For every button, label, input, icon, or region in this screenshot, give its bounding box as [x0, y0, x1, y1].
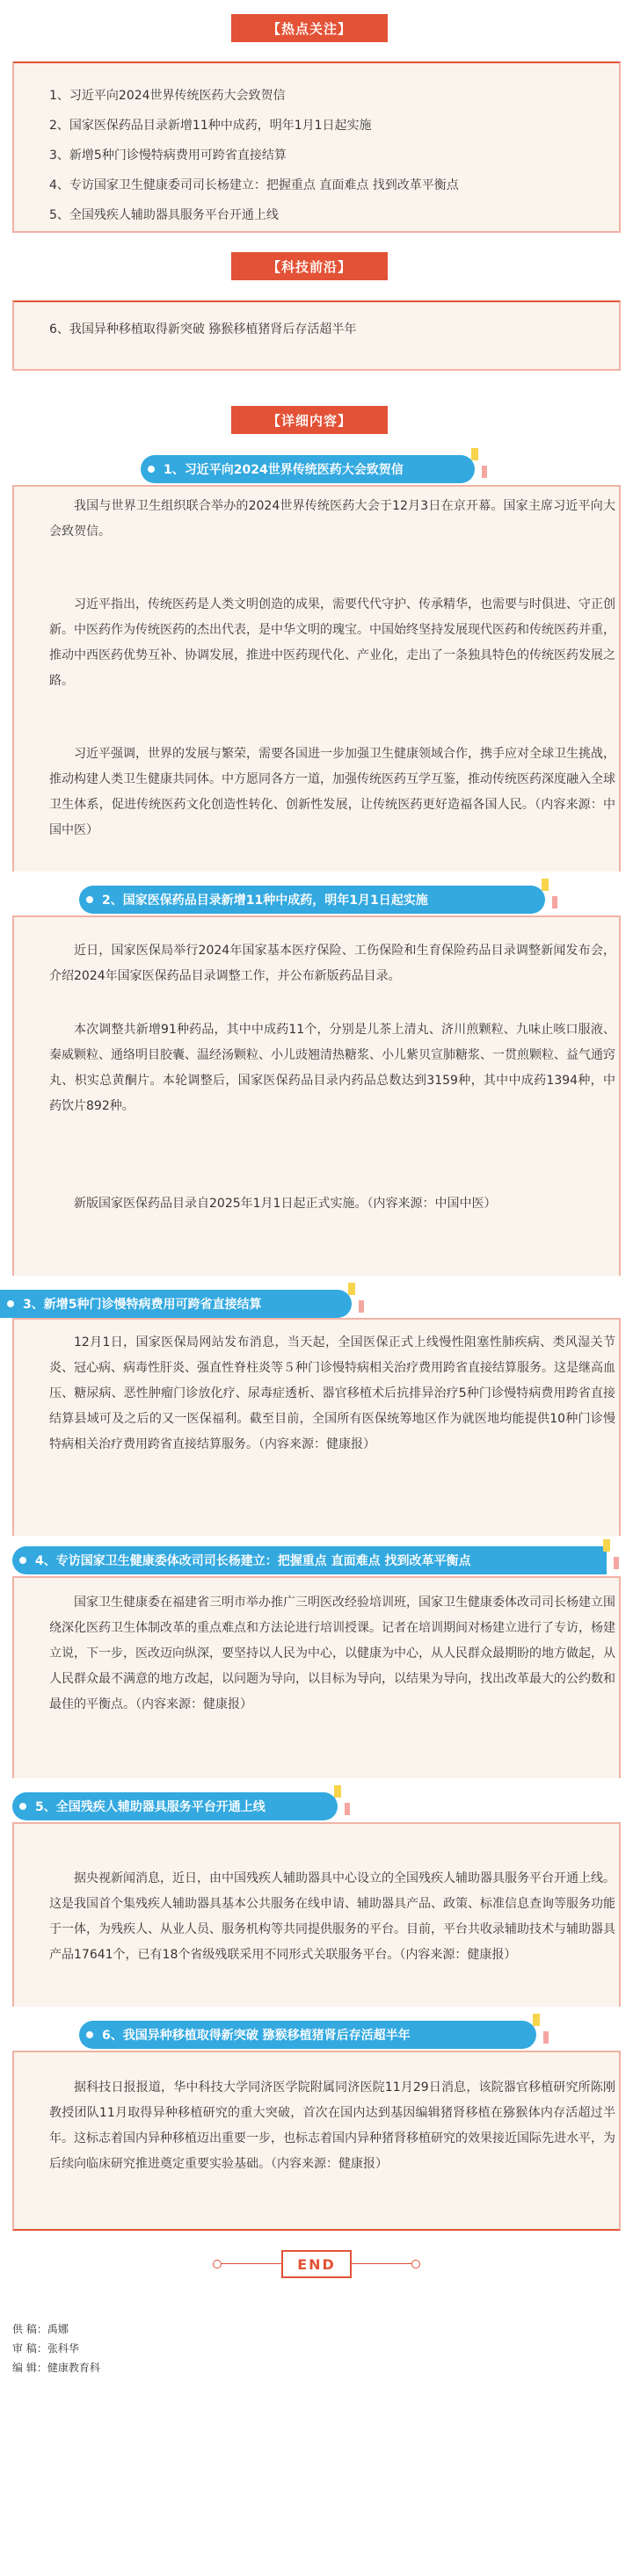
end-circle-icon	[213, 2260, 222, 2268]
credit-line: 审 稿：张科华	[12, 2342, 79, 2355]
section-tag-tech: 【科技前沿】	[231, 252, 388, 280]
hot-list-item[interactable]: 4、专访国家卫生健康委司司长杨建立：把握重点 直面难点 找到改革平衡点	[49, 178, 459, 192]
decoration-stripe	[482, 466, 487, 478]
bullet-dot-icon	[19, 1803, 26, 1810]
article-paragraph: 国家卫生健康委在福建省三明市举办推广三明医改经验培训班，国家卫生健康委体改司司长杨建立围绕深化医药卫生体制改革的重点难点和方法论进行培训授课。记者在培训期间对杨建立进行了专访，杨建立说，下一步，医改迈向纵深，要坚持以人民为中心，以健康为中心，从人民群众最期盼的地方做起，从人民群众最不满意的地方改起，以问题为导向，以目标为导向，以结果为导向，找出改革最大的公约数和最佳的平衡点。（内容来源：健康报）	[49, 1596, 615, 1711]
tech-list-box	[12, 300, 621, 371]
decoration-stripe	[348, 1283, 355, 1295]
divider	[352, 2263, 413, 2264]
article-paragraph: 习近平指出，传统医药是人类文明创造的成果，需要代代守护、传承精华，也需要与时俱进、守正创新。中医药作为传统医药的杰出代表，是中华文明的瑰宝。中国始终坚持发展现代医药和传统医药并重，推动中西医药优势互补、协调发展，推进中医药现代化、产业化，走出了一条独具特色的传统医药发展之路。	[49, 597, 615, 688]
article-paragraph: 近日，国家医保局举行2024年国家基本医疗保险、工伤保险和生育保险药品目录调整新闻发布会，介绍2024年国家医保药品目录调整工作，并公布新版药品目录。	[49, 944, 615, 983]
hot-list	[49, 81, 459, 230]
article-2-heading-banner	[79, 886, 545, 914]
credit-line: 编 辑：健康教育科	[12, 2362, 100, 2374]
decoration-stripe	[359, 1300, 364, 1313]
hot-list-box	[12, 62, 621, 233]
article-6-heading-banner	[79, 2021, 536, 2049]
article-4-heading: 4、专访国家卫生健康委体改司司长杨建立：把握重点 直面难点 找到改革平衡点	[35, 1554, 471, 1568]
hot-list-item[interactable]: 3、新增5种门诊慢特病费用可跨省直接结算	[49, 148, 287, 163]
article-paragraph: 我国与世界卫生组织联合举办的2024世界传统医药大会于12月3日在京开幕。国家主席习近平向大会致贺信。	[49, 499, 615, 539]
article-paragraph: 据央视新闻消息，近日，由中国残疾人辅助器具中心设立的全国残疾人辅助器具服务平台开通上线。这是我国首个集残疾人辅助器具基本公共服务在线申请、辅助器具产品、政策、标准信息查询等服务功能于一体，为残疾人、从业人员、服务机构等共同提供服务的平台。目前，平台共收录辅助技术与辅助器具产品17641个，已有18个省级残联采用不同形式关联服务平台。（内容来源：健康报）	[49, 1871, 615, 1962]
article-paragraph: 习近平强调，世界的发展与繁荣，需要各国进一步加强卫生健康领域合作，携手应对全球卫生挑战，推动构建人类卫生健康共同体。中方愿同各方一道，加强传统医药互学互鉴，推动传统医药深度融入全球卫生体系，促进传统医药文化创造性转化、创新性发展，让传统医药更好造福各国人民。（内容来源：中国中医）	[49, 747, 615, 837]
section-tag-hot: 【热点关注】	[231, 14, 388, 42]
article-1-heading: 1、习近平向2024世界传统医药大会致贺信	[164, 463, 404, 477]
bullet-dot-icon	[19, 1557, 26, 1564]
article-paragraph: 本次调整共新增91种药品，其中中成药11个，分别是儿茶上清丸、济川煎颗粒、九味止咳口服液、秦威颗粒、通络明目胶囊、温经汤颗粒、小儿豉翘清热糖浆、小儿紫贝宣肺糖浆、一贯煎颗粒、益气通窍丸、枳实总黄酮片。本轮调整后，国家医保药品目录内药品总数达到3159种，其中中成药1394种，中药饮片892种。	[49, 1023, 615, 1113]
decoration-stripe	[603, 1539, 610, 1552]
article-5-box	[12, 1822, 621, 2007]
bullet-dot-icon	[86, 2031, 93, 2038]
credit-line: 供 稿：禹娜	[12, 2323, 69, 2335]
article-4-heading-banner	[12, 1546, 607, 1574]
article-3-box	[12, 1318, 621, 1536]
end-marker	[211, 2247, 422, 2282]
divider	[220, 2263, 281, 2264]
credits	[12, 2319, 100, 2377]
article-paragraph: 据科技日报报道，华中科技大学同济医学院附属同济医院11月29日消息，该院器官移植研究所陈刚教授团队11月取得异种移植研究的重大突破，首次在国内达到基因编辑猪肾移植在猕猴体内存活超过半年。这标志着国内异种移植迈出重要一步，也标志着国内异种猪肾移植研究的效果接近国际先进水平，为后续向临床研究推进奠定重要实验基础。（内容来源：健康报）	[49, 2080, 615, 2171]
decoration-stripe	[471, 448, 478, 460]
section-tag-detail: 【详细内容】	[231, 406, 388, 434]
decoration-stripe	[542, 879, 549, 891]
article-2-box	[12, 915, 621, 1276]
article-paragraph: 新版国家医保药品目录自2025年1月1日起正式实施。（内容来源：中国中医）	[74, 1197, 497, 1211]
article-3-heading: 3、新增5种门诊慢特病费用可跨省直接结算	[23, 1298, 262, 1312]
article-3-heading-banner	[0, 1290, 352, 1318]
hot-list-item[interactable]: 5、全国残疾人辅助器具服务平台开通上线	[49, 208, 279, 222]
bullet-dot-icon	[86, 896, 93, 903]
end-circle-icon	[411, 2260, 420, 2268]
decoration-stripe	[533, 2014, 540, 2026]
article-paragraph: 12月1日，国家医保局网站发布消息，当天起，全国医保正式上线慢性阻塞性肺疾病、类风湿关节炎、冠心病、病毒性肝炎、强直性脊柱炎等５种门诊慢特病相关治疗费用跨省直接结算服务。这是继高血压、糖尿病、恶性肿瘤门诊放化疗、尿毒症透析、器官移植术后抗排异治疗5种门诊慢特病费用跨省直接结算县域可及之后的又一医保福利。截至目前，全国所有医保统筹地区作为就医地均能提供10种门诊慢特病相关治疗费用跨省直接结算服务。（内容来源：健康报）	[49, 1335, 615, 1451]
article-6-box	[12, 2051, 621, 2231]
decoration-stripe	[543, 2031, 549, 2044]
tech-list	[49, 315, 356, 344]
article-5-heading: 5、全国残疾人辅助器具服务平台开通上线	[35, 1800, 266, 1814]
article-4-box	[12, 1576, 621, 1778]
article-2-heading: 2、国家医保药品目录新增11种中成药，明年1月1日起实施	[102, 894, 428, 908]
hot-list-item[interactable]: 1、习近平向2024世界传统医药大会致贺信	[49, 89, 286, 103]
decoration-stripe	[334, 1785, 341, 1798]
end-label: END	[281, 2250, 352, 2278]
article-1-heading-banner	[141, 455, 475, 483]
bullet-dot-icon	[148, 466, 155, 473]
hot-list-item[interactable]: 2、国家医保药品目录新增11种中成药，明年1月1日起实施	[49, 119, 372, 133]
decoration-stripe	[345, 1803, 350, 1815]
article-5-heading-banner	[12, 1792, 338, 1820]
article-1-box	[12, 485, 621, 872]
tech-list-item[interactable]: 6、我国异种移植取得新突破 猕猴移植猪肾后存活超半年	[49, 322, 357, 336]
bullet-dot-icon	[7, 1300, 14, 1307]
decoration-stripe	[614, 1557, 619, 1569]
article-6-heading: 6、我国异种移植取得新突破 猕猴移植猪肾后存活超半年	[102, 2029, 411, 2043]
decoration-stripe	[552, 896, 557, 908]
